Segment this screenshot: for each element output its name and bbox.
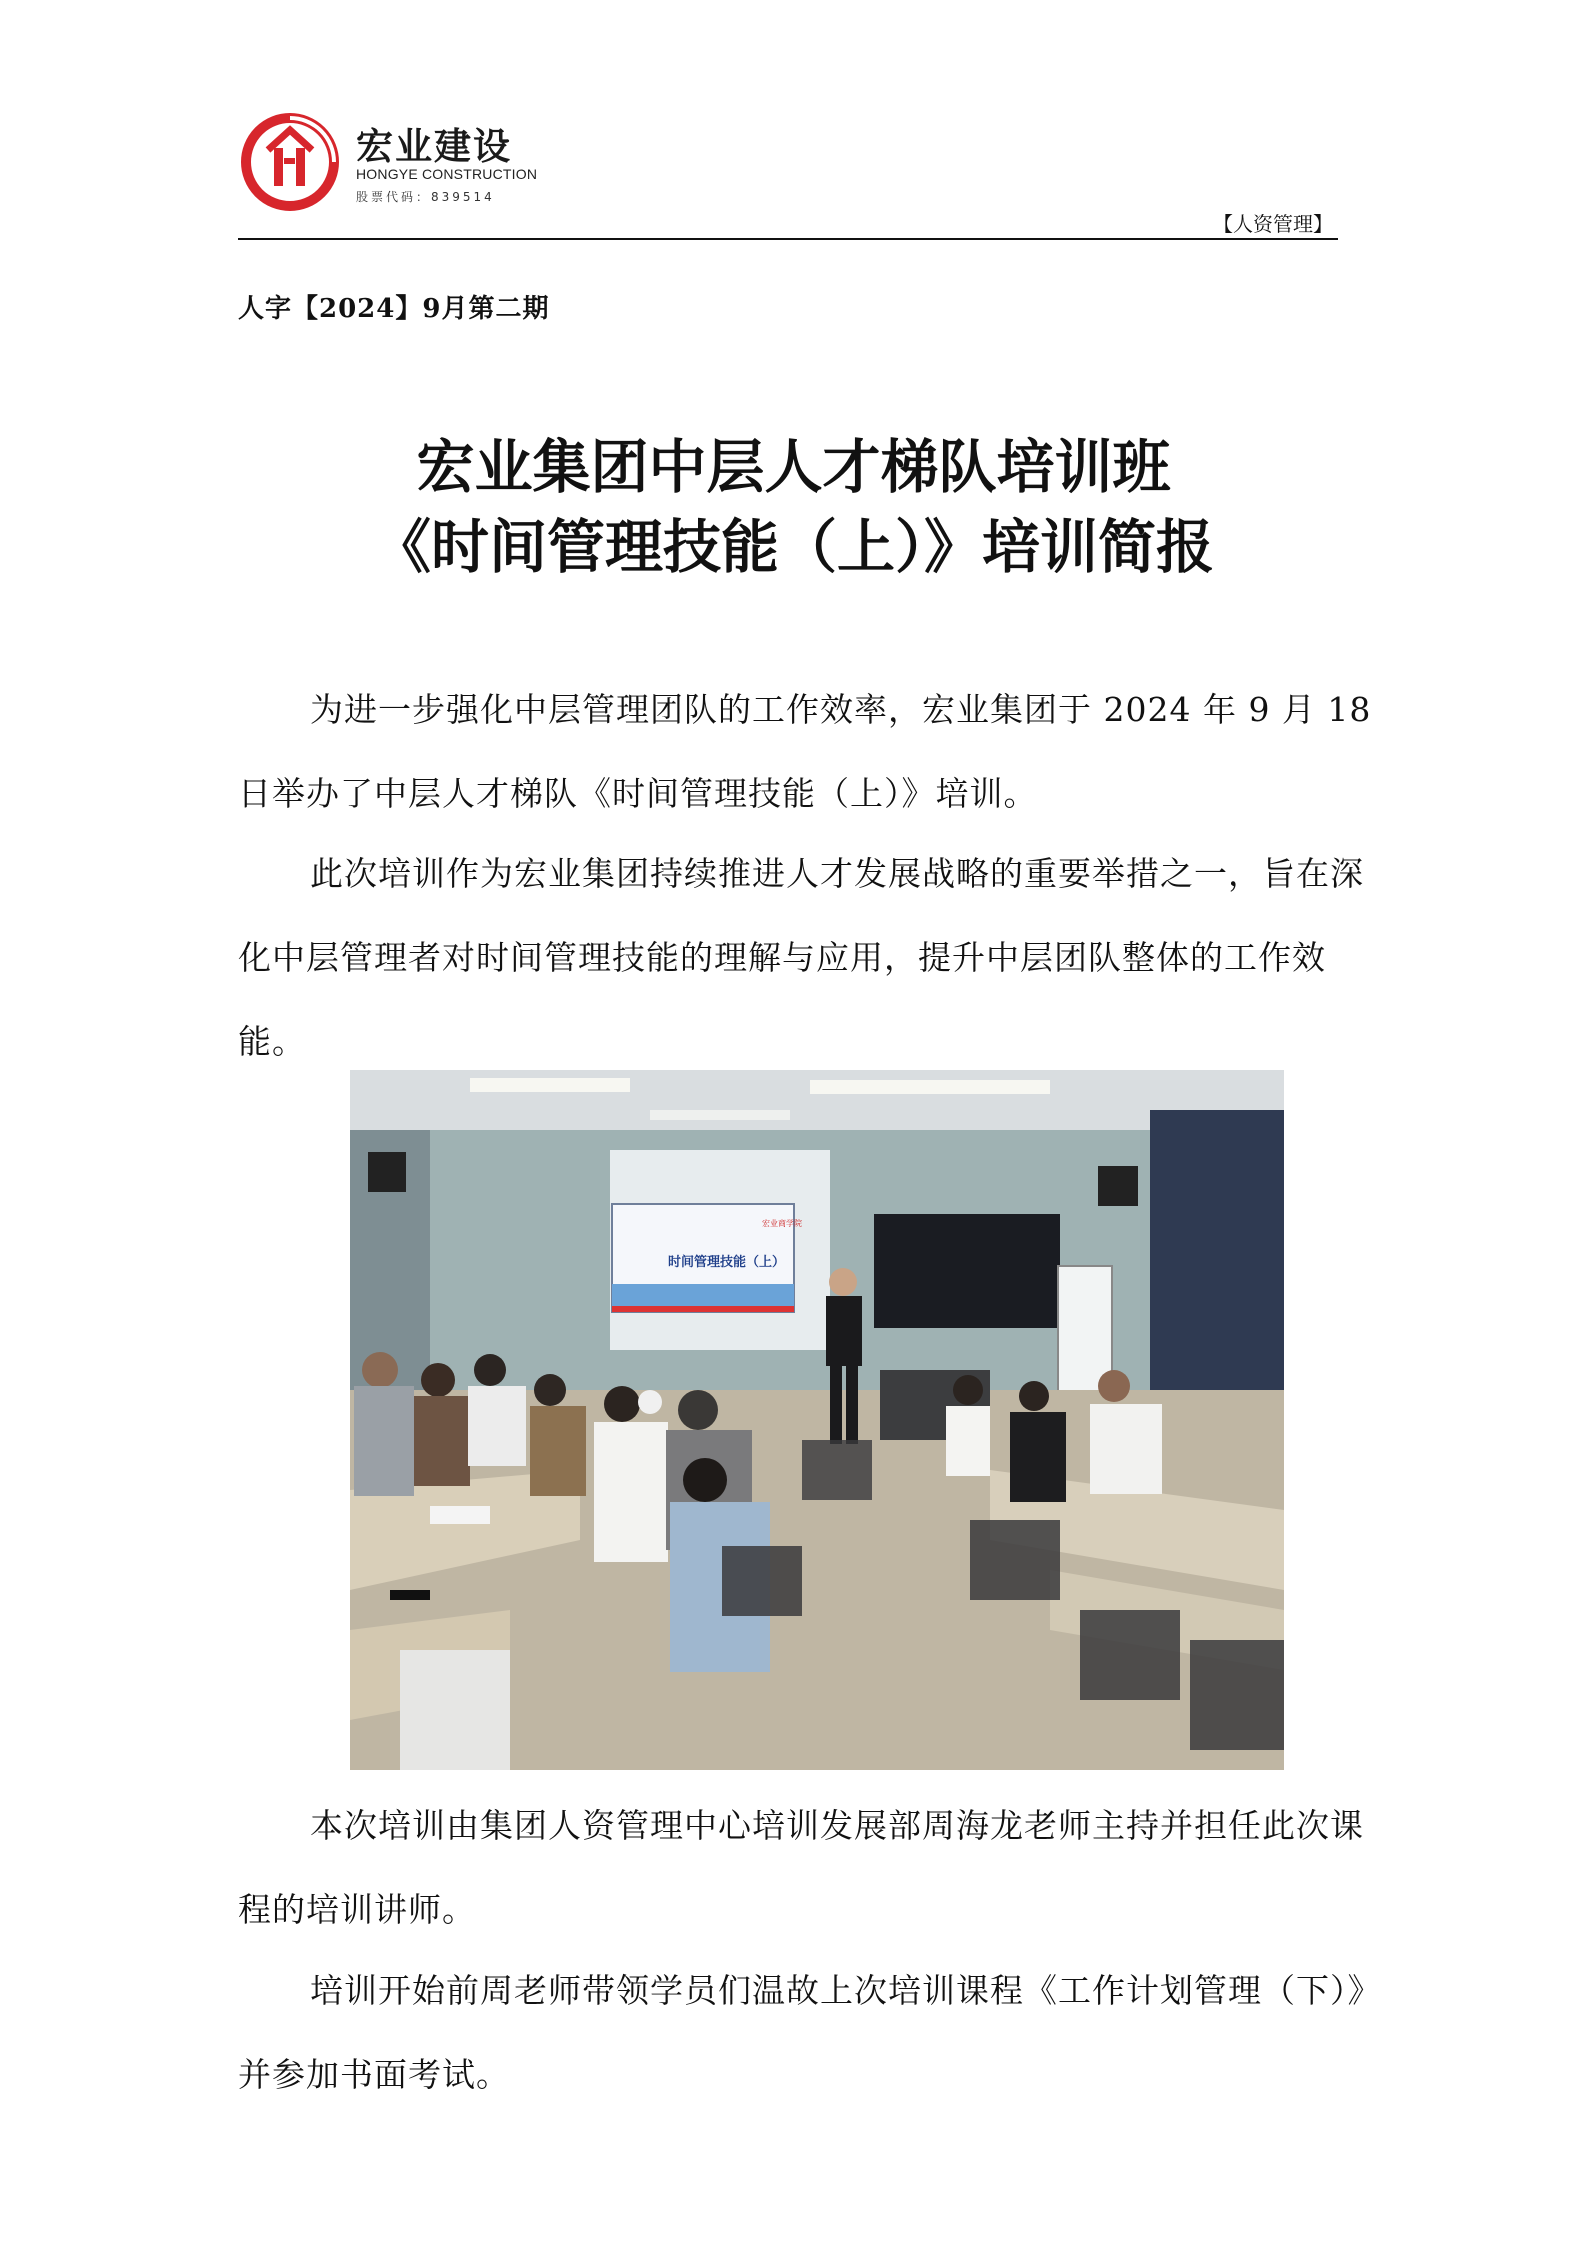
paragraph-4-text: 培训开始前周老师带领学员们温故上次培训课程《工作计划管理（下）》并参加书面考试。 xyxy=(238,1971,1382,2095)
company-logo xyxy=(238,108,348,212)
page-header xyxy=(238,108,1338,238)
brand-name-en: HONGYE CONSTRUCTION xyxy=(356,166,538,182)
paragraph-2-text: 此次培训作为宏业集团持续推进人才发展战略的重要举措之一，旨在深化中层管理者对时间管理技能的理解与应用，提升中层团队整体的工作效能。 xyxy=(238,854,1364,1062)
paragraph-3 xyxy=(238,1784,1388,1952)
header-divider xyxy=(238,238,1338,240)
brand-name-cn: 宏业建设 xyxy=(356,125,512,168)
paragraph-1 xyxy=(238,668,1388,836)
stock-code: 股票代码：839514 xyxy=(356,190,495,204)
issue-number: 人字【2024】9月第二期 xyxy=(238,294,550,324)
slide-title: 时间管理技能（上） xyxy=(668,1255,786,1270)
title-line-2: 《时间管理技能（上）》培训简报 xyxy=(372,513,1214,581)
paragraph-3-text: 本次培训由集团人资管理中心培训发展部周海龙老师主持并担任此次课程的培训讲师。 xyxy=(238,1806,1364,1930)
category-label: 【人资管理】 xyxy=(1213,212,1333,236)
slide-brand: 宏业商学院 xyxy=(762,1219,802,1228)
paragraph-1-text: 为进一步强化中层管理团队的工作效率，宏业集团于 2024 年 9 月 18 日举办了中层人才梯队《时间管理技能（上）》培训。 xyxy=(238,690,1372,814)
title-line-1: 宏业集团中层人才梯队培训班 xyxy=(416,433,1171,501)
paragraph-2 xyxy=(238,832,1388,1084)
paragraph-4 xyxy=(238,1949,1388,2117)
training-photo xyxy=(350,1070,1284,1770)
